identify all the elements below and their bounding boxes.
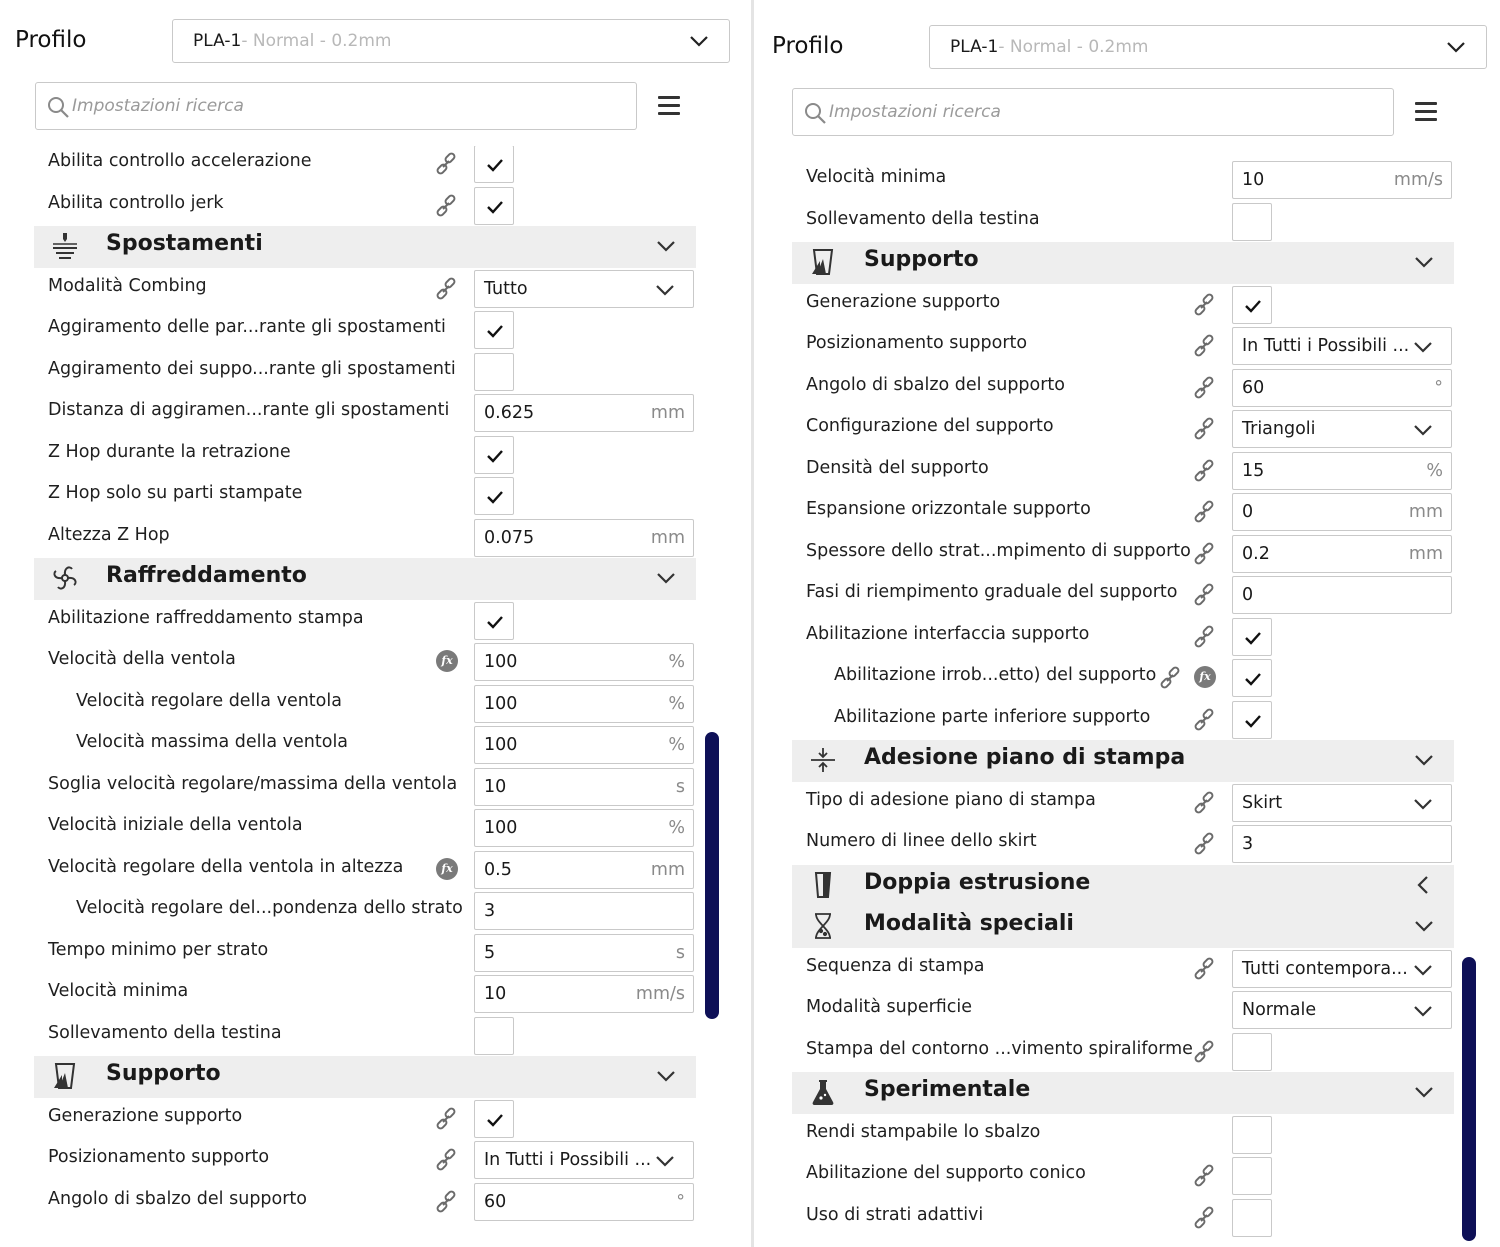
chevron-down-icon	[1411, 958, 1435, 982]
setting-input[interactable]	[474, 1183, 694, 1221]
setting-value: Normale	[1242, 1000, 1317, 1020]
check-icon	[486, 322, 504, 340]
section-title: Spostamenti	[106, 231, 263, 256]
setting-value: Tutto	[484, 278, 528, 299]
setting-label: Abilitazione del supporto conico	[806, 1163, 1086, 1183]
link-icon[interactable]	[1192, 583, 1216, 607]
setting-input[interactable]	[1232, 535, 1452, 573]
section-title: Raffreddamento	[106, 563, 307, 588]
menu-icon-bar	[658, 104, 680, 107]
setting-label: Altezza Z Hop	[48, 524, 170, 545]
setting-unit: s	[675, 942, 685, 963]
setting-row	[792, 533, 1454, 575]
function-icon[interactable]: fx	[436, 858, 458, 880]
chevron-down-icon	[653, 278, 677, 302]
section-header[interactable]	[792, 906, 1454, 948]
link-icon[interactable]	[434, 1107, 458, 1131]
section-header[interactable]	[792, 740, 1454, 782]
chevron-down-icon	[1444, 35, 1468, 59]
setting-label: Velocità regolare della ventola in altezza	[48, 856, 404, 877]
setting-row	[792, 782, 1454, 824]
setting-label: Generazione supporto	[806, 291, 1001, 312]
link-icon[interactable]	[1192, 500, 1216, 524]
search-box[interactable]	[35, 82, 637, 130]
setting-label: Aggiramento dei suppo...rante gli spostamenti	[48, 358, 456, 379]
setting-label: Abilitazione parte inferiore supporto	[834, 706, 1151, 727]
setting-input[interactable]	[474, 851, 694, 889]
setting-value: 0	[1242, 502, 1254, 522]
menu-icon-bar	[1415, 110, 1437, 113]
link-icon[interactable]	[1192, 791, 1216, 815]
setting-value: 0.2	[1242, 543, 1270, 564]
setting-checkbox[interactable]	[474, 602, 514, 640]
setting-input[interactable]	[1232, 452, 1452, 490]
setting-row	[792, 325, 1454, 367]
link-icon[interactable]	[434, 1148, 458, 1172]
setting-input[interactable]	[1232, 825, 1452, 863]
setting-checkbox[interactable]	[1232, 1116, 1272, 1154]
search-icon	[803, 101, 827, 125]
check-icon	[1244, 712, 1262, 730]
section-header[interactable]	[34, 558, 696, 600]
setting-label: Abilitazione irrob...etto) del supporto	[834, 665, 1157, 685]
setting-input[interactable]	[1232, 369, 1452, 407]
setting-input[interactable]	[474, 809, 694, 847]
setting-label: Abilita controllo jerk	[48, 192, 224, 213]
check-icon	[486, 198, 504, 216]
setting-label: Espansione orizzontale supporto	[806, 499, 1091, 519]
chevron-down-icon	[654, 566, 678, 590]
setting-label: Numero di linee dello skirt	[806, 831, 1037, 851]
menu-icon-bar	[1415, 118, 1437, 121]
scrollbar-thumb[interactable]	[1462, 957, 1476, 1241]
setting-label: Soglia velocità regolare/massima della ventola	[48, 773, 458, 794]
profile-detail: - Normal - 0.2mm	[241, 31, 392, 51]
profile-detail: - Normal - 0.2mm	[998, 37, 1149, 57]
setting-label: Posizionamento supporto	[48, 1147, 270, 1167]
setting-label: Z Hop solo su parti stampate	[48, 483, 303, 503]
search-input[interactable]	[72, 91, 592, 121]
section-title: Sperimentale	[864, 1077, 1031, 1102]
setting-unit: mm/s	[1393, 170, 1443, 190]
dual-extrusion-icon	[808, 870, 838, 900]
profile-name: PLA-1	[193, 31, 242, 51]
setting-value: Skirt	[1242, 792, 1283, 813]
link-icon[interactable]	[434, 152, 458, 176]
setting-value: Triangoli	[1242, 419, 1316, 439]
setting-checkbox[interactable]	[1232, 1033, 1272, 1071]
function-icon[interactable]: fx	[436, 650, 458, 672]
travel-icon	[50, 231, 80, 261]
setting-row	[792, 574, 1454, 616]
setting-row	[34, 1098, 696, 1140]
setting-label: Posizionamento supporto	[806, 333, 1028, 353]
setting-input[interactable]	[474, 726, 694, 764]
section-header[interactable]	[792, 1072, 1454, 1114]
setting-value: In Tutti i Possibili ...	[484, 1150, 652, 1170]
chevron-down-icon	[654, 1064, 678, 1088]
setting-label: Stampa del contorno ...vimento spiraliforme	[806, 1038, 1193, 1059]
setting-label: Distanza di aggiramen...rante gli spostamenti	[48, 400, 450, 420]
settings-panel-right	[754, 0, 1500, 1247]
setting-row	[34, 973, 696, 1015]
setting-checkbox[interactable]	[474, 311, 514, 349]
link-icon[interactable]	[1192, 334, 1216, 358]
setting-dropdown[interactable]	[474, 1141, 694, 1179]
link-icon[interactable]	[434, 1190, 458, 1214]
setting-label: Velocità regolare del...pondenza dello strato	[76, 898, 463, 918]
profile-select[interactable]	[172, 19, 730, 63]
setting-row	[792, 1114, 1454, 1156]
setting-input[interactable]	[474, 519, 694, 557]
chevron-down-icon	[653, 1149, 677, 1173]
setting-row	[792, 159, 1454, 201]
setting-value: 0.5	[484, 859, 512, 880]
settings-menu-button[interactable]	[1413, 100, 1439, 124]
setting-row	[34, 517, 696, 559]
chevron-down-icon	[1411, 792, 1435, 816]
setting-label: Velocità iniziale della ventola	[48, 815, 303, 835]
chevron-down-icon	[1412, 748, 1436, 772]
link-icon[interactable]	[1192, 293, 1216, 317]
setting-dropdown[interactable]	[1232, 784, 1452, 822]
support-icon	[808, 247, 838, 277]
setting-label: Velocità della ventola	[48, 649, 236, 669]
settings-list-content	[34, 146, 696, 1222]
setting-unit: %	[668, 652, 685, 672]
setting-label: Angolo di sbalzo del supporto	[806, 374, 1066, 395]
check-icon	[486, 1111, 504, 1129]
section-title: Adesione piano di stampa	[864, 745, 1186, 770]
menu-icon-bar	[1415, 102, 1437, 105]
setting-dropdown[interactable]	[474, 270, 694, 308]
setting-value: 60	[484, 1191, 507, 1212]
setting-dropdown[interactable]	[1232, 950, 1452, 988]
setting-value: Tutti contempora...	[1242, 958, 1408, 979]
settings-list	[34, 146, 696, 1236]
setting-input[interactable]	[474, 685, 694, 723]
setting-dropdown[interactable]	[1232, 327, 1452, 365]
setting-value: 60	[1242, 377, 1265, 398]
setting-value: In Tutti i Possibili ...	[1242, 336, 1410, 356]
search-box[interactable]	[792, 88, 1394, 136]
setting-value: 100	[484, 652, 518, 672]
link-icon[interactable]	[1192, 376, 1216, 400]
setting-value: 0	[1242, 585, 1254, 605]
setting-row	[34, 807, 696, 849]
setting-checkbox[interactable]	[474, 353, 514, 391]
special-modes-icon	[808, 911, 838, 941]
setting-row	[792, 408, 1454, 450]
chevron-down-icon	[1412, 250, 1436, 274]
profile-label: Profilo	[15, 27, 87, 53]
profile-name: PLA-1	[950, 37, 999, 57]
setting-row	[34, 683, 696, 725]
profile-label: Profilo	[772, 33, 844, 59]
check-icon	[486, 447, 504, 465]
setting-row	[34, 1139, 696, 1181]
chevron-down-icon	[654, 234, 678, 258]
setting-checkbox[interactable]	[1232, 1199, 1272, 1237]
link-icon[interactable]	[1158, 666, 1182, 690]
scrollbar-thumb[interactable]	[705, 732, 719, 1019]
setting-value: 100	[484, 818, 518, 838]
setting-value: 3	[1242, 834, 1254, 854]
setting-row	[34, 351, 696, 393]
setting-checkbox[interactable]	[474, 187, 514, 225]
setting-row	[792, 989, 1454, 1031]
link-icon[interactable]	[1192, 542, 1216, 566]
check-icon	[486, 613, 504, 631]
setting-label: Sollevamento della testina	[48, 1022, 282, 1043]
section-header[interactable]	[792, 242, 1454, 284]
setting-label: Rendi stampabile lo sbalzo	[806, 1121, 1041, 1142]
setting-dropdown[interactable]	[1232, 991, 1452, 1029]
setting-label: Configurazione del supporto	[806, 416, 1054, 436]
setting-label: Tipo di adesione piano di stampa	[806, 789, 1096, 810]
setting-input[interactable]	[474, 892, 694, 930]
setting-label: Angolo di sbalzo del supporto	[48, 1188, 308, 1209]
setting-row	[792, 1197, 1454, 1239]
setting-input[interactable]	[474, 394, 694, 432]
link-icon[interactable]	[1192, 625, 1216, 649]
chevron-down-icon	[1411, 418, 1435, 442]
setting-row	[792, 201, 1454, 243]
setting-value: 10	[484, 776, 507, 797]
setting-row	[34, 268, 696, 310]
setting-label: Aggiramento delle par...rante gli spostamenti	[48, 317, 446, 337]
setting-row	[792, 284, 1454, 326]
setting-row	[34, 434, 696, 476]
setting-value: 0.625	[484, 403, 535, 423]
check-icon	[486, 156, 504, 174]
section-header[interactable]	[792, 865, 1454, 907]
setting-unit: mm/s	[635, 984, 685, 1004]
link-icon[interactable]	[1192, 417, 1216, 441]
link-icon[interactable]	[1192, 1206, 1216, 1230]
chevron-down-icon	[1412, 1080, 1436, 1104]
setting-label: Abilita controllo accelerazione	[48, 151, 312, 171]
setting-value: 10	[1242, 170, 1265, 190]
experimental-icon	[808, 1077, 838, 1107]
setting-input[interactable]	[474, 768, 694, 806]
setting-label: Velocità minima	[806, 167, 947, 187]
section-title: Modalità speciali	[864, 911, 1074, 936]
setting-checkbox[interactable]	[1232, 1157, 1272, 1195]
setting-label: Tempo minimo per strato	[48, 939, 269, 960]
setting-value: 10	[484, 984, 507, 1004]
settings-list-content	[792, 159, 1454, 1238]
link-icon[interactable]	[1192, 957, 1216, 981]
setting-value: 100	[484, 693, 518, 714]
setting-row	[792, 699, 1454, 741]
section-title: Doppia estrusione	[864, 869, 1091, 895]
check-icon	[486, 488, 504, 506]
setting-row	[792, 1155, 1454, 1197]
setting-unit: °	[1434, 377, 1443, 398]
setting-checkbox[interactable]	[474, 146, 514, 183]
setting-row	[34, 724, 696, 766]
setting-value: 0.075	[484, 527, 535, 548]
link-icon[interactable]	[434, 277, 458, 301]
setting-unit: mm	[650, 527, 685, 548]
setting-row	[792, 823, 1454, 865]
setting-label: Densità del supporto	[806, 457, 989, 478]
setting-value: 3	[484, 901, 496, 921]
setting-unit: %	[1426, 460, 1443, 481]
setting-checkbox[interactable]	[1232, 203, 1272, 241]
section-title: Supporto	[864, 247, 979, 272]
setting-label: Sequenza di stampa	[806, 955, 985, 976]
chevron-down-icon	[687, 29, 711, 53]
setting-unit: °	[676, 1191, 685, 1212]
search-icon	[46, 95, 70, 119]
function-icon[interactable]: fx	[1194, 666, 1216, 688]
setting-label: Fasi di riempimento graduale del supporto	[806, 582, 1178, 602]
fan-icon	[50, 563, 80, 593]
section-header[interactable]	[34, 1056, 696, 1098]
setting-checkbox[interactable]	[1232, 701, 1272, 739]
setting-input[interactable]	[1232, 493, 1452, 531]
setting-label: Abilitazione interfaccia supporto	[806, 623, 1090, 644]
setting-unit: mm	[650, 403, 685, 423]
setting-unit: mm	[650, 859, 685, 880]
setting-row	[34, 1015, 696, 1057]
setting-checkbox[interactable]	[1232, 659, 1272, 697]
setting-checkbox[interactable]	[474, 477, 514, 515]
setting-row	[34, 849, 696, 891]
setting-input[interactable]	[474, 643, 694, 681]
setting-label: Velocità massima della ventola	[76, 732, 349, 752]
setting-checkbox[interactable]	[474, 1017, 514, 1055]
section-title: Supporto	[106, 1061, 221, 1086]
setting-row	[34, 146, 696, 185]
chevron-down-icon	[1411, 999, 1435, 1023]
setting-row	[792, 948, 1454, 990]
search-input[interactable]	[829, 97, 1349, 127]
setting-label: Z Hop durante la retrazione	[48, 441, 291, 462]
settings-menu-button[interactable]	[656, 94, 682, 118]
setting-label: Modalità superficie	[806, 997, 973, 1017]
link-icon[interactable]	[434, 194, 458, 218]
setting-label: Uso di strati adattivi	[806, 1204, 984, 1225]
link-icon[interactable]	[1192, 708, 1216, 732]
setting-unit: %	[668, 818, 685, 838]
chevron-down-icon	[1412, 914, 1436, 938]
setting-checkbox[interactable]	[1232, 618, 1272, 656]
setting-row	[34, 185, 696, 227]
link-icon[interactable]	[1192, 1164, 1216, 1188]
setting-value: 100	[484, 735, 518, 755]
setting-row	[34, 766, 696, 808]
setting-label: Modalità Combing	[48, 275, 207, 296]
setting-checkbox[interactable]	[474, 1100, 514, 1138]
setting-input[interactable]	[474, 975, 694, 1013]
setting-input[interactable]	[1232, 161, 1452, 199]
section-header[interactable]	[34, 226, 696, 268]
setting-row	[34, 1181, 696, 1223]
setting-label: Velocità regolare della ventola	[76, 690, 342, 711]
setting-unit: mm	[1408, 543, 1443, 564]
setting-row	[792, 1031, 1454, 1073]
setting-unit: s	[675, 776, 685, 797]
check-icon	[1244, 297, 1262, 315]
link-icon[interactable]	[1192, 1040, 1216, 1064]
setting-row	[34, 309, 696, 351]
chevron-down-icon	[1411, 335, 1435, 359]
check-icon	[1244, 629, 1262, 647]
setting-row	[792, 616, 1454, 658]
setting-checkbox[interactable]	[1232, 286, 1272, 324]
adhesion-icon	[808, 745, 838, 775]
setting-row	[34, 392, 696, 434]
setting-row	[792, 491, 1454, 533]
chevron-left-icon	[1412, 873, 1436, 897]
link-icon[interactable]	[1192, 459, 1216, 483]
setting-label: Sollevamento della testina	[806, 208, 1040, 229]
setting-row	[34, 890, 696, 932]
setting-label: Spessore dello strat...mpimento di supporto	[806, 540, 1191, 561]
setting-row	[34, 475, 696, 517]
menu-icon-bar	[658, 96, 680, 99]
setting-input[interactable]	[1232, 576, 1452, 614]
link-icon[interactable]	[1192, 832, 1216, 856]
profile-select[interactable]	[929, 25, 1487, 69]
menu-icon-bar	[658, 112, 680, 115]
setting-row	[34, 641, 696, 683]
setting-row	[792, 450, 1454, 492]
setting-row	[792, 367, 1454, 409]
setting-row	[792, 657, 1454, 699]
setting-row	[34, 600, 696, 642]
setting-unit: %	[668, 693, 685, 714]
setting-input[interactable]	[474, 934, 694, 972]
setting-checkbox[interactable]	[474, 436, 514, 474]
support-icon	[50, 1061, 80, 1091]
setting-label: Generazione supporto	[48, 1105, 243, 1126]
check-icon	[1244, 670, 1262, 688]
setting-dropdown[interactable]	[1232, 410, 1452, 448]
setting-row	[34, 932, 696, 974]
setting-value: 5	[484, 942, 496, 963]
setting-value: 15	[1242, 460, 1265, 481]
settings-list	[792, 155, 1454, 1245]
setting-label: Velocità minima	[48, 981, 189, 1001]
setting-label: Abilitazione raffreddamento stampa	[48, 607, 364, 628]
setting-unit: mm	[1408, 502, 1443, 522]
setting-unit: %	[668, 735, 685, 755]
